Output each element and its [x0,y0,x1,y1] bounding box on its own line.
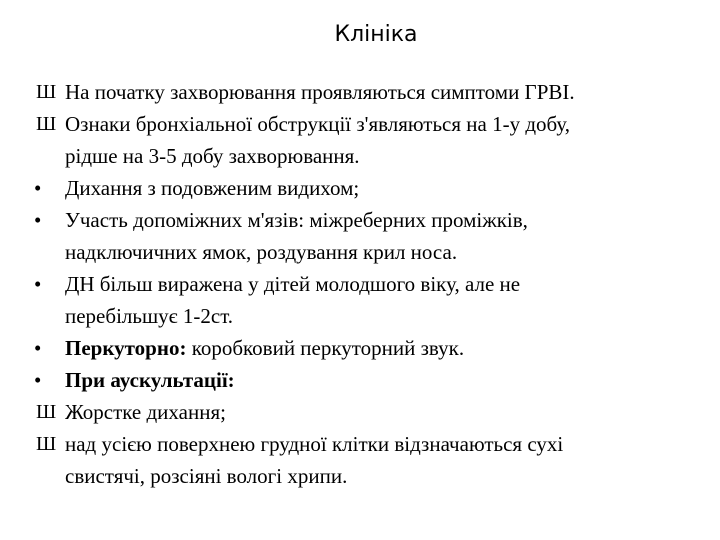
item-text: Жорстке дихання; [65,400,226,424]
list-item [34,364,714,396]
item-text: перебільшує 1-2ст. [65,304,234,328]
arrow-bullet-icon: Ш [36,401,57,423]
item-text: Ознаки бронхіальної обструкції з'являються на 1-у добу, [65,112,571,136]
list-item [34,428,714,492]
arrow-bullet-icon: Ш [36,113,57,135]
arrow-bullet-icon: Ш [36,433,57,455]
bullet-icon: • [34,176,42,200]
item-text [65,364,714,396]
slide-title: Клініка [334,22,418,47]
list-item [34,332,714,364]
item-text-rest: коробковий перкуторний звук. [186,336,465,360]
bullet-icon: • [34,336,42,360]
item-text: рідше на 3-5 добу захворювання. [65,144,360,168]
item-text: над усією поверхнею грудної клітки відзначаються сухі [65,432,564,456]
item-bold-label: При аускультації: [65,368,235,392]
item-text: свистячі, розсіяні вологі хрипи. [65,464,348,488]
item-bold-label: Перкуторно: [65,336,187,360]
bullet-icon: • [34,368,42,392]
item-text: Участь допоміжних м'язів: міжреберних проміжків, [65,208,528,232]
arrow-bullet-icon: Ш [36,81,57,103]
list-item [34,268,714,332]
item-text [65,332,714,364]
list-item [34,396,714,428]
content-list [34,76,714,492]
bullet-icon: • [34,208,42,232]
item-text: ДН більш виражена у дітей молодшого віку, але не [65,272,521,296]
list-item [34,204,714,268]
item-text: Дихання з подовженим видихом; [65,176,360,200]
list-item [34,76,714,108]
bullet-icon: • [34,272,42,296]
list-item [34,108,714,172]
item-text: На початку захворювання проявляються симптоми ГРВІ. [65,80,575,104]
item-text: надключичних ямок, роздування крил носа. [65,240,458,264]
list-item [34,172,714,204]
